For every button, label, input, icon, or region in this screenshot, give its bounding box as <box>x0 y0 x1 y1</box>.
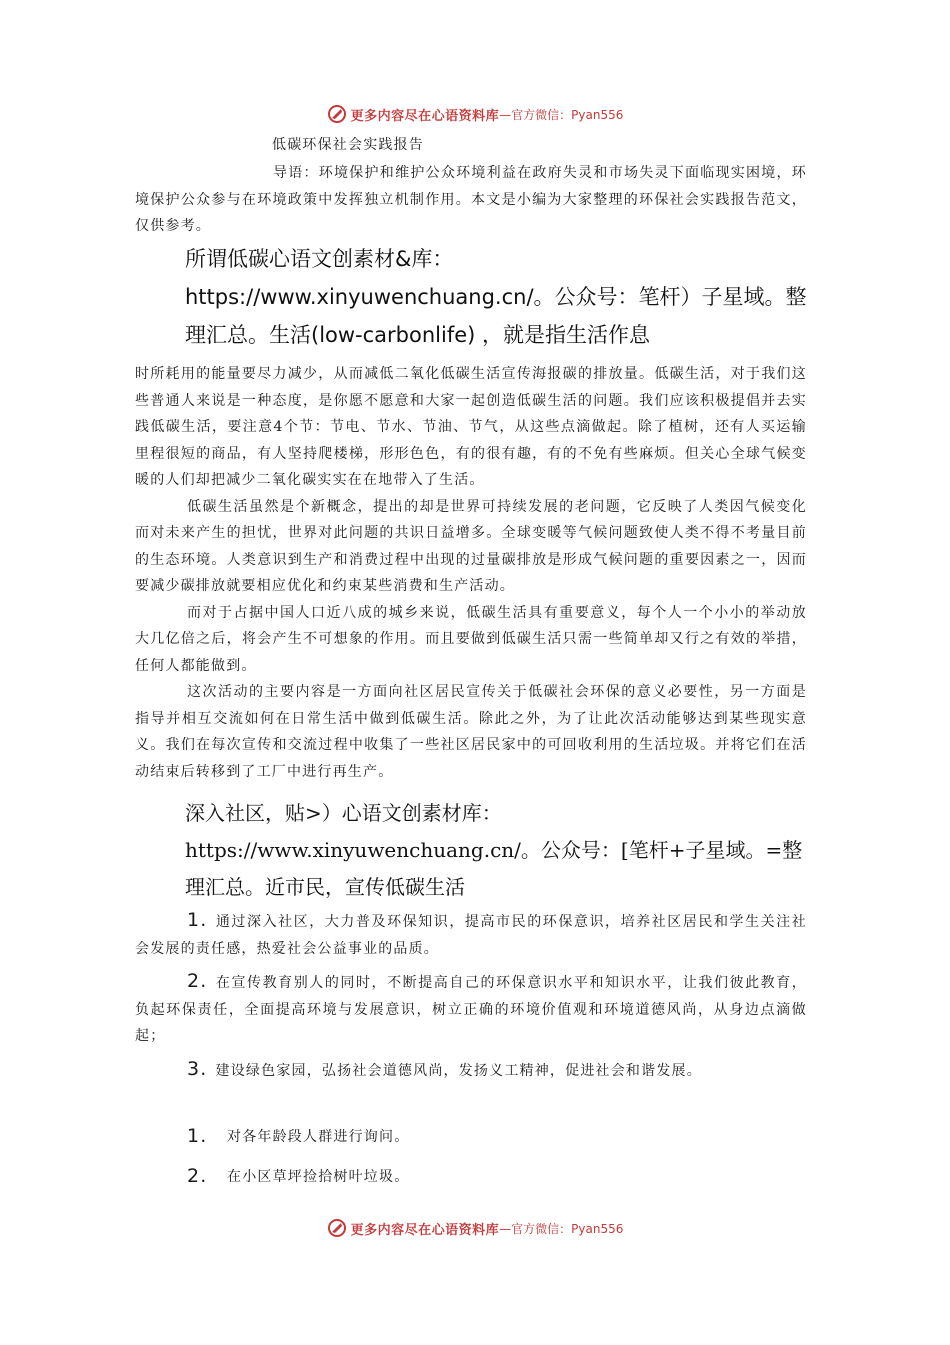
goal-item <box>135 968 807 1050</box>
goal-number: 2. <box>187 970 208 992</box>
goal-number: 3. <box>187 1057 208 1080</box>
brand-logo-icon <box>327 1218 347 1238</box>
goal-text: 通过深入社区，大力普及环保知识，提高市民的环保意识，培养社区居民和学生关注社会发展的责任感，热爱社会公益事业的品质。 <box>135 914 807 957</box>
step-number: 1. <box>187 1125 208 1147</box>
footer-banner <box>0 1215 950 1241</box>
watermark-line-2: 深入社区，贴>）心语文创素材库：https://www.xinyuwenchuang.cn/。公众号：[笔杆+子星域。=整理汇总。近市民，宣传低碳生活 <box>185 801 803 899</box>
step-item <box>187 1156 409 1196</box>
body-section <box>135 361 807 785</box>
goal-item <box>135 1056 807 1085</box>
banner-text: 更多内容尽在心语资料库 <box>350 1222 500 1238</box>
document-title: 低碳环保社会实践报告 <box>272 137 424 153</box>
steps-list <box>187 1116 409 1196</box>
goal-number: 1. <box>187 909 208 931</box>
paragraph-4: 这次活动的主要内容是一方面向社区居民宣传关于低碳社会环保的意义必要性，另一方面是指导并相互交流如何在日常生活中做到低碳生活。除此之外，为了让此次活动能够达到某些现实意义。我们在每次宣传和交流过程中收集了一些社区居民家中的可回收利用的生活垃圾。并将它们在活动结束后转移到了工厂中进行再生产。 <box>135 684 807 780</box>
paragraph-2: 低碳生活虽然是个新概念，提出的却是世界可持续发展的老问题，它反映了人类因气候变化而对未来产生的担忧，世界对此问题的共识日益增多。全球变暖等气候问题致使人类不得不考量目前的生态环境。人类意识到生产和消费过程中出现的过量碳排放是形成气候问题的重要因素之一，因而要减少碳排放就要相应优化和约束某些消费和生产活动。 <box>135 498 807 594</box>
banner-tail: —官方微信：Pyan556 <box>499 107 624 122</box>
goal-text: 在宣传教育别人的同时，不断提高自己的环保意识水平和知识水平，让我们彼此教育，负起环保责任，全面提高环境与发展意识，树立正确的环境价值观和环境道德风尚，从身边点滴做起； <box>135 975 807 1044</box>
intro-paragraph <box>135 160 807 240</box>
banner-tail: —官方微信：Pyan556 <box>499 1221 624 1236</box>
step-number: 2. <box>187 1165 208 1187</box>
paragraph-3: 而对于占据中国人口近八成的城乡来说，低碳生活具有重要意义，每个人一个小小的举动放大几亿倍之后，将会产生不可想象的作用。而且要做到低碳生活只需一些简单却又行之有效的举措，任何人都能做到。 <box>135 604 807 674</box>
goal-text: 建设绿色家园，弘扬社会道德风尚，发扬义工精神，促进社会和谐发展。 <box>215 1062 702 1079</box>
paragraph-1: 时所耗用的能量要尽力减少，从而减低二氧化低碳生活宣传海报碳的排放量。低碳生活，对于我们这些普通人来说是一种态度，是你愿不愿意和大家一起创造低碳生活的问题。我们应该积极提倡并去实践低碳生活，要注意4个节：节电、节水、节油、节气，从这些点滴做起。除了植树，还有人买运输里程很短的商品，有人坚持爬楼梯，形形色色，有的很有趣，有的不免有些麻烦。但关心全球气候变暖的人们却把减少二氧化碳实实在在地带入了生活。 <box>135 366 807 488</box>
step-text: 在小区草坪捡拾树叶垃圾。 <box>227 1169 410 1185</box>
watermark-line-1: 所谓低碳心语文创素材&库：https://www.xinyuwenchuang.cn/。公众号：笔杆）子星域。整理汇总。生活(low-carbonlife) ，就是指生活作息 <box>185 247 807 347</box>
goal-item <box>135 907 807 962</box>
step-item <box>187 1116 409 1156</box>
header-banner <box>0 101 950 127</box>
intro-text: 导语：环境保护和维护公众环境利益在政府失灵和市场失灵下面临现实困境，环境保护公众参与在环境政策中发挥独立机制作用。本文是小编为大家整理的环保社会实践报告范文，仅供参考。 <box>135 165 807 234</box>
brand-logo-icon <box>327 104 347 124</box>
step-text: 对各年龄段人群进行询问。 <box>227 1129 410 1145</box>
banner-text: 更多内容尽在心语资料库 <box>350 108 500 124</box>
goals-list <box>135 907 807 1084</box>
